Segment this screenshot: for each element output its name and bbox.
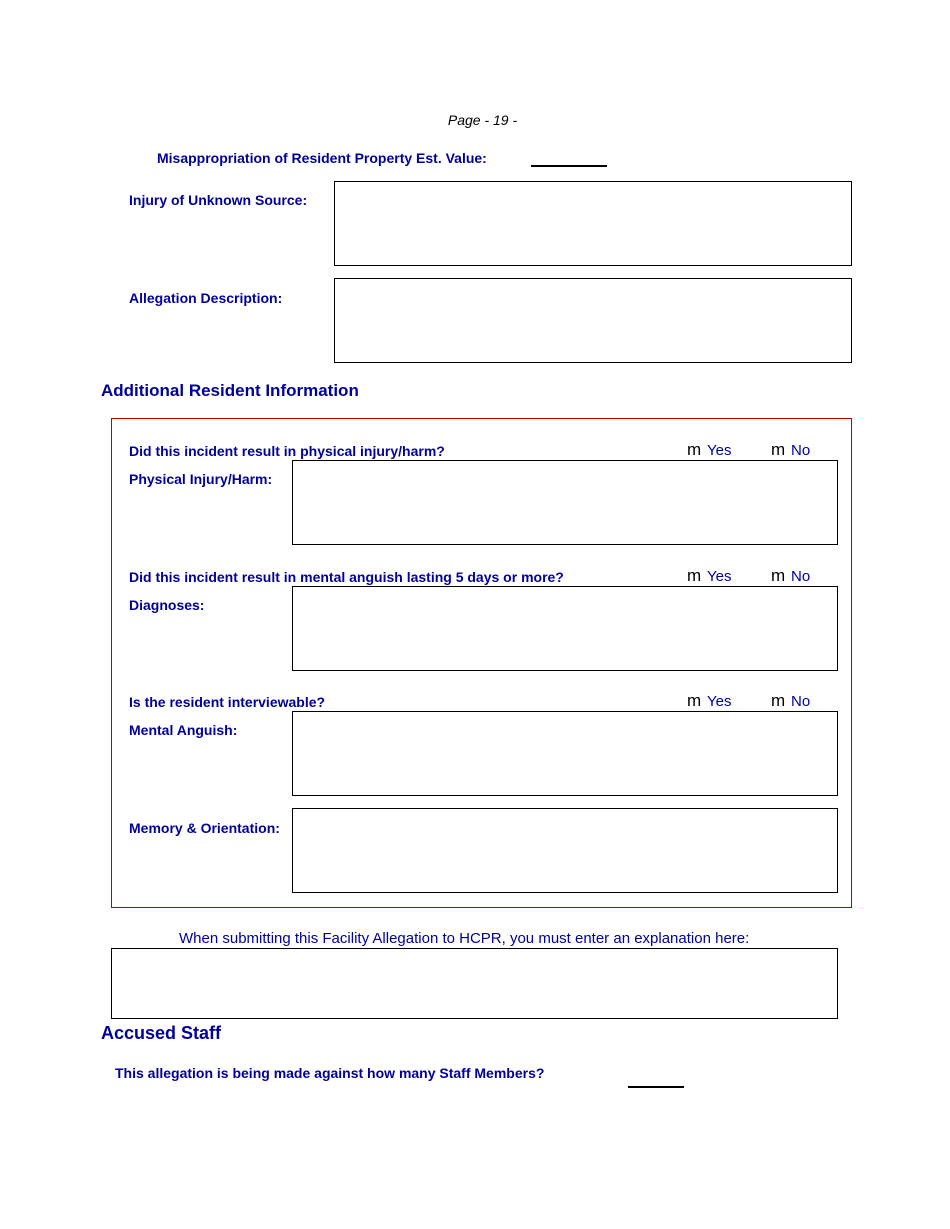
diagnoses-label: Diagnoses: (129, 597, 205, 613)
radio-yes-label: Yes (707, 693, 732, 710)
radio-no-label: No (791, 693, 811, 710)
additional-resident-info-heading: Additional Resident Information (101, 381, 359, 400)
radio-no-label: No (791, 568, 811, 585)
radio-no-label: No (791, 442, 811, 459)
est-value-field[interactable] (531, 165, 607, 167)
physical-injury-no-option[interactable] (771, 440, 810, 460)
radio-yes-label: Yes (707, 442, 732, 459)
submission-note: When submitting this Facility Allegation to HCPR, you must enter an explanation here: (179, 930, 750, 947)
submission-explanation-field[interactable] (111, 948, 838, 1019)
interviewable-yes-option[interactable] (687, 691, 731, 711)
staff-count-question: This allegation is being made against how many Staff Members? (115, 1065, 545, 1081)
staff-count-field[interactable] (628, 1086, 684, 1088)
mental-anguish-question: Did this incident result in mental anguish lasting 5 days or more? (129, 569, 564, 585)
mental-anguish-field[interactable] (292, 711, 838, 796)
physical-injury-label: Physical Injury/Harm: (129, 471, 273, 487)
injury-unknown-source-field[interactable] (334, 181, 852, 266)
physical-injury-yes-option[interactable] (687, 440, 731, 460)
radio-no-icon[interactable]: m (771, 566, 786, 585)
radio-yes-icon[interactable]: m (687, 691, 702, 710)
radio-yes-label: Yes (707, 568, 732, 585)
physical-injury-field[interactable] (292, 460, 838, 545)
memory-orientation-label: Memory & Orientation: (129, 820, 280, 836)
allegation-description-label: Allegation Description: (129, 290, 283, 306)
misappropriation-label: Misappropriation of Resident Property Est. Value: (157, 150, 487, 166)
mental-anguish-label: Mental Anguish: (129, 722, 238, 738)
radio-no-icon[interactable]: m (771, 440, 786, 459)
interviewable-question: Is the resident interviewable? (129, 694, 326, 710)
interviewable-no-option[interactable] (771, 691, 810, 711)
diagnoses-field[interactable] (292, 586, 838, 671)
memory-orientation-field[interactable] (292, 808, 838, 893)
physical-injury-question: Did this incident result in physical injury/harm? (129, 443, 445, 459)
radio-no-icon[interactable]: m (771, 691, 786, 710)
page-number: Page - 19 - (447, 112, 518, 128)
allegation-description-field[interactable] (334, 278, 852, 363)
radio-yes-icon[interactable]: m (687, 566, 702, 585)
injury-unknown-source-label: Injury of Unknown Source: (129, 192, 308, 208)
mental-anguish-yes-option[interactable] (687, 566, 731, 586)
radio-yes-icon[interactable]: m (687, 440, 702, 459)
mental-anguish-no-option[interactable] (771, 566, 810, 586)
accused-staff-heading: Accused Staff (101, 1023, 222, 1043)
